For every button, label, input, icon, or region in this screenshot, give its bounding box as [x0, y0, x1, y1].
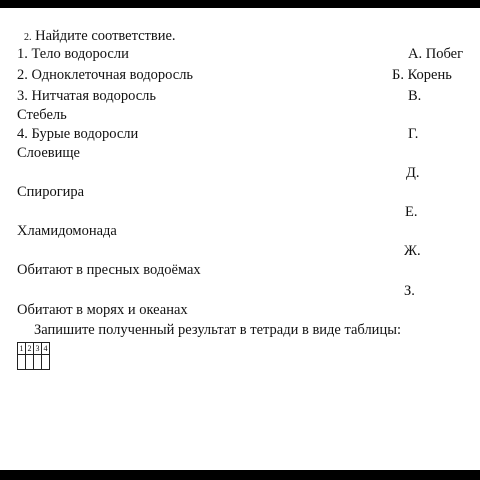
- answer-table: [17, 342, 50, 370]
- answer-table-header-row: [18, 343, 50, 355]
- right-item-a: А. Побег: [408, 46, 464, 62]
- answer-table-blank-cell: [26, 355, 34, 370]
- answer-table-header-cell: 1: [19, 343, 24, 353]
- left-item-freshwater: Обитают в пресных водоёмах: [17, 262, 201, 278]
- left-item-spirogyra: Спирогира: [17, 184, 85, 200]
- answer-table-blank-cell: [18, 355, 26, 370]
- right-item-e: Е.: [405, 204, 418, 220]
- right-item-zh: Ж.: [404, 243, 421, 259]
- left-item-3: 3. Нитчатая водоросль: [17, 88, 157, 104]
- answer-table-header-cell: 2: [27, 343, 32, 353]
- answer-table-blank-cell: [42, 355, 50, 370]
- document-page: [0, 8, 480, 470]
- answer-table-header-cell: 3: [35, 343, 40, 353]
- left-item-1: 1. Тело водоросли: [17, 46, 129, 62]
- left-item-stem: Стебель: [17, 107, 67, 123]
- answer-table-blank-row: [18, 355, 50, 370]
- right-item-d: Д.: [406, 165, 420, 181]
- right-item-g: Г.: [408, 126, 419, 142]
- left-item-thallus: Слоевище: [17, 145, 80, 161]
- right-item-z: З.: [404, 283, 415, 299]
- left-item-2: 2. Одноклеточная водоросль: [17, 67, 194, 83]
- instruction-text: Запишите полученный результат в тетради в виде таблицы:: [34, 322, 401, 338]
- task-number: 2.: [24, 32, 32, 43]
- left-item-chlamydomonas: Хламидомонада: [17, 223, 117, 239]
- task-heading: [24, 28, 176, 46]
- left-item-4: 4. Бурые водоросли: [17, 126, 139, 142]
- right-item-v: В.: [408, 88, 422, 104]
- right-item-b: Б. Корень: [392, 67, 452, 83]
- task-title: Найдите соответствие.: [35, 28, 176, 44]
- answer-table-header-cell: 4: [43, 343, 48, 353]
- left-item-seas: Обитают в морях и океанах: [17, 302, 188, 318]
- answer-table-blank-cell: [34, 355, 42, 370]
